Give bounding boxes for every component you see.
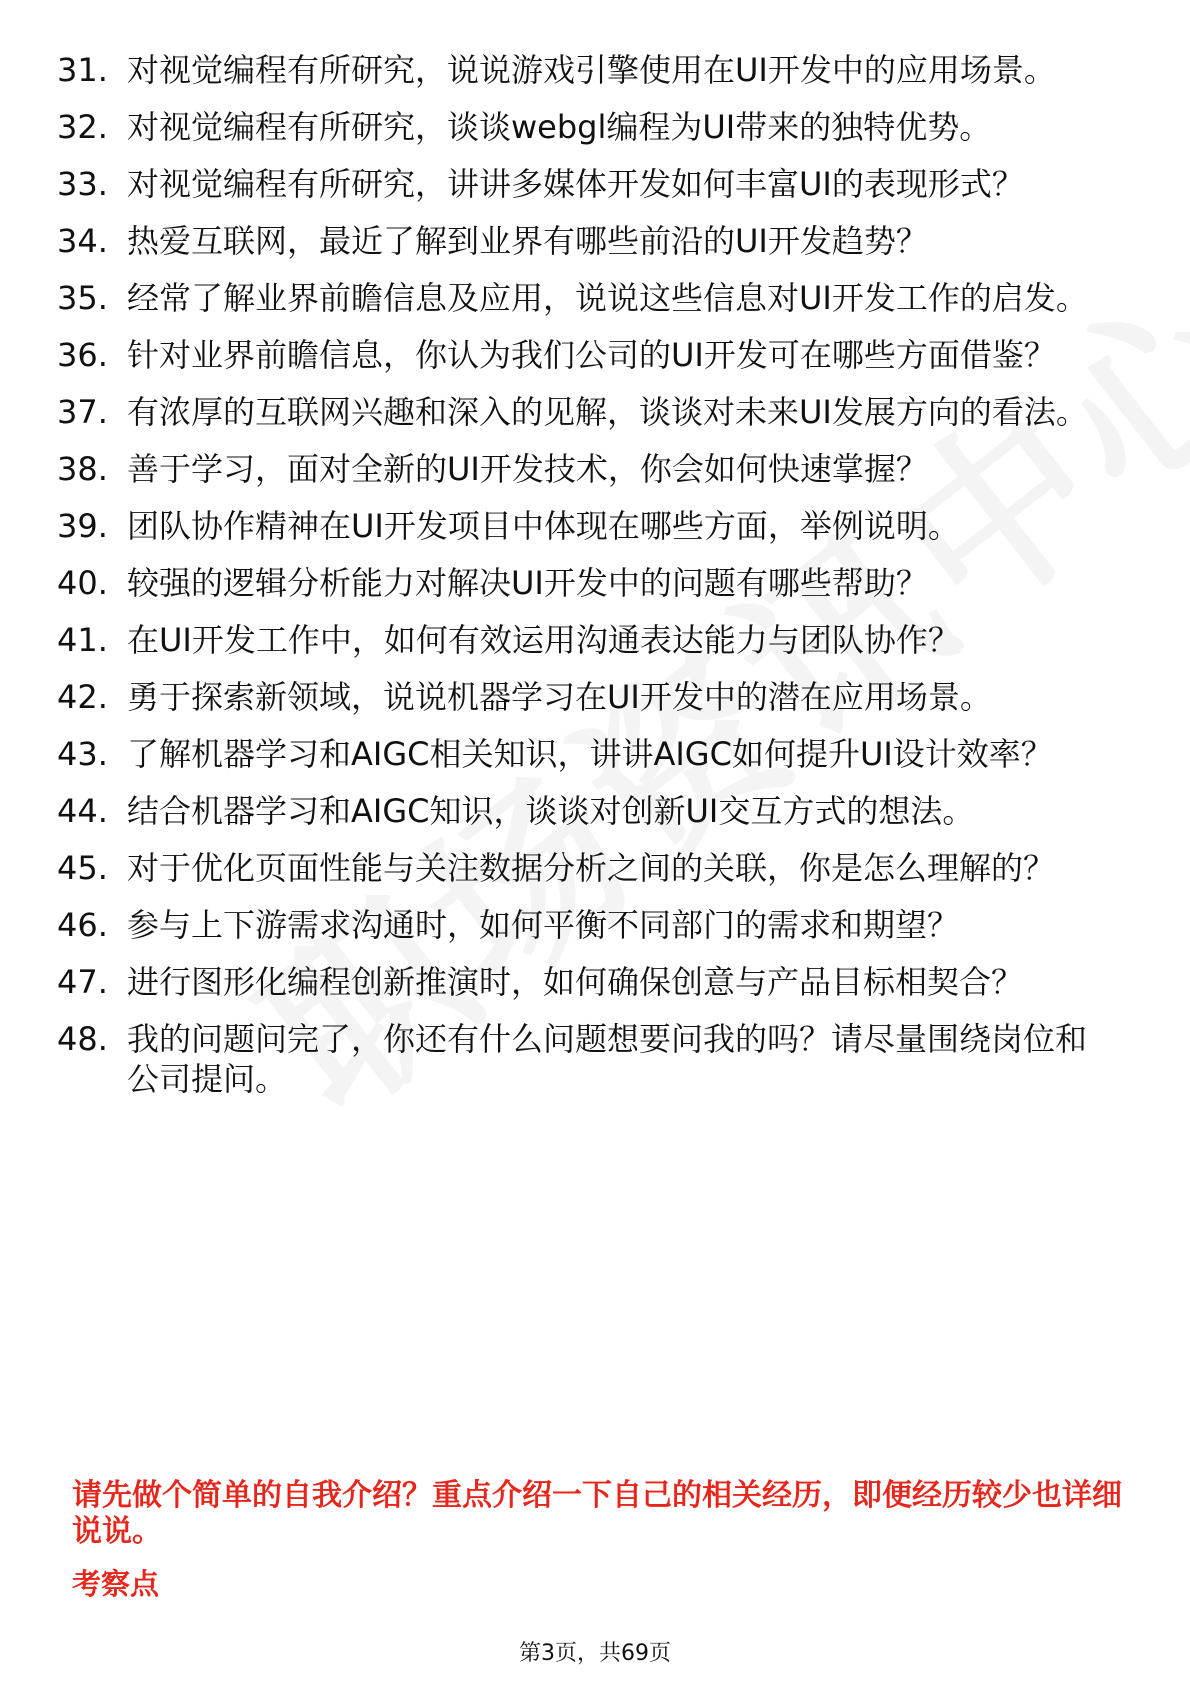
list-item: [0, 107, 1190, 147]
list-item: [0, 50, 1190, 90]
list-item: [0, 791, 1190, 831]
list-item: [0, 506, 1190, 546]
question-number: 40.: [57, 564, 108, 602]
question-text: 对视觉编程有所研究，谈谈webgl编程为UI带来的独特优势。: [127, 108, 992, 146]
question-text: 对视觉编程有所研究，说说游戏引擎使用在UI开发中的应用场景。: [127, 51, 1056, 89]
question-number: 33.: [57, 165, 108, 203]
question-number: 36.: [57, 336, 108, 374]
question-text: 结合机器学习和AIGC知识，谈谈对创新UI交互方式的想法。: [127, 792, 975, 830]
list-item: [0, 905, 1190, 945]
question-text: 了解机器学习和AIGC相关知识，讲讲AIGC如何提升UI设计效率？: [127, 735, 1053, 773]
question-text: 较强的逻辑分析能力对解决UI开发中的问题有哪些帮助？: [127, 564, 928, 602]
question-text: 团队协作精神在UI开发项目中体现在哪些方面，举例说明。: [127, 507, 960, 545]
question-text: 勇于探索新领域，说说机器学习在UI开发中的潜在应用场景。: [127, 678, 992, 716]
question-text: 对于优化页面性能与关注数据分析之间的关联，你是怎么理解的？: [127, 849, 1056, 887]
list-item: [0, 164, 1190, 204]
list-item: [0, 848, 1190, 888]
question-text: 参与上下游需求沟通时，如何平衡不同部门的需求和期望？: [127, 906, 960, 944]
list-item: [0, 449, 1190, 489]
question-number: 37.: [57, 393, 108, 431]
list-item: [0, 563, 1190, 603]
question-number: 45.: [57, 849, 108, 887]
question-number: 32.: [57, 108, 108, 146]
question-number: 35.: [57, 279, 108, 317]
question-text: 我的问题问完了，你还有什么问题想要问我的吗？请尽量围绕岗位和公司提问。: [127, 1020, 1088, 1098]
question-number: 41.: [57, 621, 108, 659]
question-number: 38.: [57, 450, 108, 488]
list-item: [0, 278, 1190, 318]
question-text: 善于学习，面对全新的UI开发技术，你会如何快速掌握？: [127, 450, 928, 488]
question-number: 39.: [57, 507, 108, 545]
list-item: [0, 392, 1190, 432]
question-number: 47.: [57, 963, 108, 1001]
question-text: 针对业界前瞻信息，你认为我们公司的UI开发可在哪些方面借鉴？: [127, 336, 1056, 374]
question-number: 42.: [57, 678, 108, 716]
question-number: 34.: [57, 222, 108, 260]
question-list: [0, 50, 1190, 1116]
list-item: [0, 677, 1190, 717]
list-item: [0, 335, 1190, 375]
question-number: 46.: [57, 906, 108, 944]
question-number: 48.: [57, 1020, 108, 1058]
list-item: [0, 620, 1190, 660]
question-text: 经常了解业界前瞻信息及应用，说说这些信息对UI开发工作的启发。: [127, 279, 1088, 317]
list-item: [0, 1019, 1190, 1099]
question-number: 31.: [57, 51, 108, 89]
page-number: 第3页，共69页: [519, 1641, 671, 1666]
question-number: 44.: [57, 792, 108, 830]
self-intro-prompt: 请先做个简单的自我介绍？重点介绍一下自己的相关经历，即便经历较少也详细说说。: [72, 1478, 1122, 1549]
question-number: 43.: [57, 735, 108, 773]
list-item: [0, 962, 1190, 1002]
question-text: 在UI开发工作中，如何有效运用沟通表达能力与团队协作？: [127, 621, 960, 659]
list-item: [0, 734, 1190, 774]
question-text: 进行图形化编程创新推演时，如何确保创意与产品目标相契合？: [127, 963, 1024, 1001]
list-item: [0, 221, 1190, 261]
question-text: 对视觉编程有所研究，讲讲多媒体开发如何丰富UI的表现形式？: [127, 165, 1024, 203]
question-text: 有浓厚的互联网兴趣和深入的见解，谈谈对未来UI发展方向的看法。: [127, 393, 1088, 431]
section-title: 考察点: [72, 1567, 160, 1601]
question-text: 热爱互联网，最近了解到业界有哪些前沿的UI开发趋势？: [127, 222, 928, 260]
